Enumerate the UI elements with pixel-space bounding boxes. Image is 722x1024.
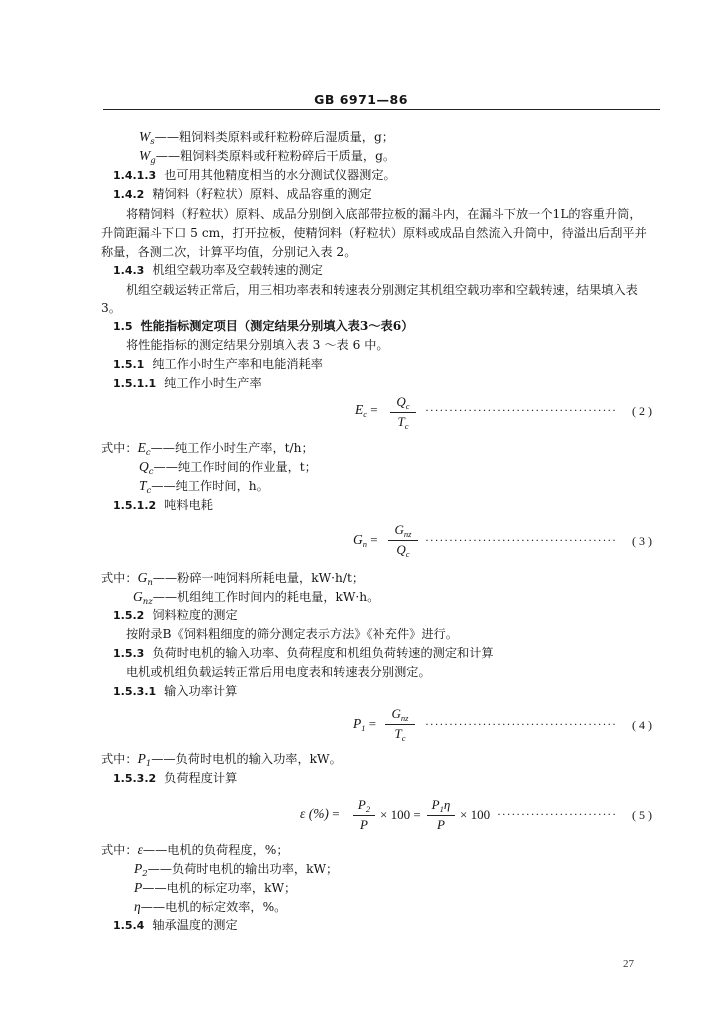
section-number: 1.5.3.2: [113, 772, 157, 785]
den-symbol: T: [394, 726, 402, 741]
section-1-5: [113, 318, 413, 335]
num-subscript: nz: [403, 529, 412, 539]
num-symbol: G: [394, 522, 404, 537]
section-heading: 机组空载功率及空载转速的测定: [152, 263, 323, 277]
equation-5-lhs: [300, 806, 340, 822]
where-item-epsilon: [101, 842, 289, 858]
section-1-5-4: [113, 917, 238, 934]
symbol: G: [137, 570, 148, 585]
leader-dots: ········································: [425, 403, 617, 417]
equation-2-fraction: [390, 394, 416, 431]
section-number: 1.5: [113, 320, 133, 333]
definition: ——粗饲料类原料或秆粒粉碎后湿质量，g；: [154, 130, 394, 144]
where-item-gn: [101, 570, 364, 591]
header-rule: [103, 109, 660, 110]
page-number: 27: [623, 958, 634, 970]
denominator: [390, 413, 416, 431]
equation-5-mult-1: × 100 =: [380, 807, 421, 822]
section-1-5-3-2: [113, 770, 237, 787]
numerator: [427, 797, 455, 816]
symbol: P: [134, 861, 143, 876]
eq-symbol: P: [353, 716, 362, 731]
eq-symbol: E: [355, 402, 364, 417]
section-1-5-3: [113, 645, 494, 662]
den-symbol: P: [360, 817, 368, 832]
definition: ——粉碎一吨饲料所耗电量，kW·h/t；: [152, 571, 365, 585]
num-subscript: 1: [439, 804, 444, 814]
section-heading: 性能指标测定项目（测定结果分别填入表3～表6）: [140, 319, 414, 333]
equation-number: ( 4 ): [632, 718, 652, 732]
paragraph-line: 将性能指标的测定结果分别填入表 3 ～表 6 中。: [126, 338, 389, 352]
eq-symbol: G: [353, 532, 363, 547]
section-number: 1.5.4: [113, 919, 145, 932]
where-item-ws: [139, 129, 394, 150]
equation-2-lhs: [355, 402, 378, 419]
section-heading: 轴承温度的测定: [152, 918, 238, 932]
symbol: W: [139, 129, 151, 144]
num-suffix: η: [443, 797, 451, 812]
section-heading: 输入功率计算: [164, 684, 238, 698]
symbol-subscript: g: [150, 156, 156, 166]
paragraph-line: 将精饲料（籽粒状）原料、成品分别倒入底部带拉板的漏斗内，在漏斗下放一个1L的容重升筒，: [126, 207, 642, 221]
num-symbol: P: [431, 797, 440, 812]
where-item-p2: [134, 861, 338, 882]
where-item-p: [134, 880, 296, 896]
eq-operator: =: [332, 806, 340, 821]
section-number: 1.4.1.3: [113, 169, 157, 182]
paragraph-line: 称量，各测二次，计算平均值，分别记入表 2。: [101, 245, 357, 259]
symbol: Q: [139, 459, 149, 474]
num-subscript: nz: [400, 713, 409, 723]
section-1-4-1-3: [113, 167, 396, 184]
symbol-subscript: c: [148, 467, 154, 477]
num-symbol: G: [391, 706, 401, 721]
symbol: W: [139, 148, 151, 163]
section-heading: 纯工作小时生产率和电能消耗率: [152, 357, 323, 371]
section-heading: 负荷时电机的输入功率、负荷程度和机组负荷转速的测定和计算: [152, 646, 494, 660]
eq-subscript: 1: [361, 723, 366, 733]
section-number: 1.4.3: [113, 264, 145, 277]
section-number: 1.5.1.1: [113, 377, 157, 390]
eq-operator: =: [370, 402, 378, 417]
equation-3-fraction: [388, 522, 418, 559]
paragraph-line: 3。: [101, 301, 121, 315]
equation-5-mult-2: × 100: [460, 807, 491, 822]
where-prefix: 式中：: [101, 752, 138, 766]
num-subscript: c: [405, 401, 410, 411]
section-1-5-1: [113, 356, 323, 373]
symbol: P: [137, 751, 146, 766]
definition: ——电机的标定效率，%。: [140, 900, 287, 914]
where-prefix: 式中：: [101, 441, 138, 455]
eq-subscript: n: [362, 539, 367, 549]
section-number: 1.5.2: [113, 609, 145, 622]
symbol: T: [139, 478, 147, 493]
denominator: [427, 816, 455, 833]
symbol-subscript: 1: [145, 759, 152, 769]
definition: ——粗饲料类原料或秆粒粉碎后干质量，g。: [155, 149, 396, 163]
where-item-tc: [139, 478, 269, 499]
definition: ——纯工作时间的作业量，t；: [153, 460, 317, 474]
section-heading: 饲料粒度的测定: [152, 608, 238, 622]
symbol: ε: [137, 842, 143, 857]
definition: ——机组纯工作时间内的耗电量，kW·h。: [152, 590, 380, 604]
section-1-5-2: [113, 607, 238, 624]
section-number: 1.4.2: [113, 188, 145, 201]
section-heading: 吨料电耗: [164, 498, 213, 512]
eq-subscript: c: [363, 409, 368, 419]
den-subscript: c: [405, 549, 410, 559]
symbol-subscript: c: [145, 448, 151, 458]
definition: ——纯工作小时生产率，t/h；: [150, 441, 314, 455]
symbol-subscript: c: [146, 486, 152, 496]
where-prefix: 式中：: [101, 843, 138, 857]
section-number: 1.5.3: [113, 647, 145, 660]
paragraph-line: 电机或机组负载运转正常后用电度表和转速表分别测定。: [126, 665, 431, 679]
equation-number: ( 2 ): [632, 404, 652, 418]
section-number: 1.5.3.1: [113, 685, 157, 698]
section-1-4-2: [113, 186, 372, 203]
num-symbol: Q: [396, 394, 406, 409]
equation-number: ( 5 ): [632, 808, 652, 822]
equation-4-fraction: [385, 706, 415, 743]
numerator: [390, 394, 416, 413]
symbol-subscript: nz: [142, 597, 153, 607]
where-item-p1: [101, 751, 342, 772]
where-item-wg: [139, 148, 395, 169]
numerator: [388, 522, 418, 541]
paragraph-line: 升筒距漏斗下口 5 cm，打开拉板，使精饲料（籽粒状）原料或成品自然流入升筒中，待溢出后刮平并: [101, 226, 647, 240]
symbol: η: [134, 899, 141, 914]
numerator: [353, 797, 375, 816]
leader-dots: ········································: [425, 533, 617, 547]
section-number: 1.5.1: [113, 358, 145, 371]
den-symbol: T: [397, 414, 405, 429]
symbol-subscript: s: [150, 137, 155, 147]
paragraph-line: 机组空载运转正常后，用三相功率表和转速表分别测定其机组空载功率和空载转速，结果填入表: [126, 283, 638, 297]
paragraph-line: 按附录B《饲料粗细度的筛分测定表示方法》《补充件》进行。: [126, 627, 458, 641]
symbol: E: [137, 440, 146, 455]
den-subscript: c: [404, 421, 409, 431]
section-1-5-3-1: [113, 683, 237, 700]
where-item-ec: [101, 440, 314, 461]
where-item-qc: [139, 459, 317, 480]
eq-operator: =: [368, 716, 377, 731]
section-heading: 负荷程度计算: [164, 771, 238, 785]
equation-3-lhs: [353, 532, 378, 549]
section-text: 也可用其他精度相当的水分测试仪器测定。: [164, 168, 396, 182]
num-subscript: 2: [365, 804, 371, 814]
section-heading: 精饲料（籽粒状）原料、成品容重的测定: [152, 187, 372, 201]
eq-symbol: ε (%): [300, 806, 329, 821]
section-1-5-1-1: [113, 375, 262, 392]
section-number: 1.5.1.2: [113, 499, 157, 512]
equation-5-fraction-2: [427, 797, 455, 833]
denominator: [385, 725, 415, 743]
symbol-subscript: 2: [142, 869, 148, 879]
symbol: P: [134, 880, 143, 895]
denominator: [388, 541, 418, 559]
num-symbol: P: [357, 797, 366, 812]
section-heading: 纯工作小时生产率: [164, 376, 262, 390]
leader-dots: ········································: [425, 717, 617, 731]
symbol: G: [133, 589, 143, 604]
denominator: [353, 816, 375, 833]
den-subscript: c: [401, 733, 406, 743]
section-1-4-3: [113, 262, 323, 279]
equation-5-fraction-1: [353, 797, 375, 833]
leader-dots: ·························: [497, 807, 617, 821]
definition: ——电机的标定功率，kW；: [142, 881, 297, 895]
equation-4-lhs: [353, 716, 376, 733]
section-1-5-1-2: [113, 497, 213, 514]
page-header: GB 6971—86: [314, 92, 408, 107]
where-item-eta: [134, 899, 286, 915]
definition: ——负荷时电机的输入功率，kW。: [151, 752, 342, 766]
symbol-subscript: n: [147, 578, 153, 588]
definition: ——纯工作时间，h。: [151, 479, 269, 493]
eq-operator: =: [370, 532, 378, 547]
definition: ——电机的负荷程度，%；: [142, 843, 289, 857]
where-prefix: 式中：: [101, 571, 138, 585]
equation-number: ( 3 ): [632, 534, 652, 548]
numerator: [385, 706, 415, 725]
definition: ——负荷时电机的输出功率，kW；: [147, 862, 339, 876]
den-symbol: P: [437, 817, 445, 832]
den-symbol: Q: [396, 542, 406, 557]
